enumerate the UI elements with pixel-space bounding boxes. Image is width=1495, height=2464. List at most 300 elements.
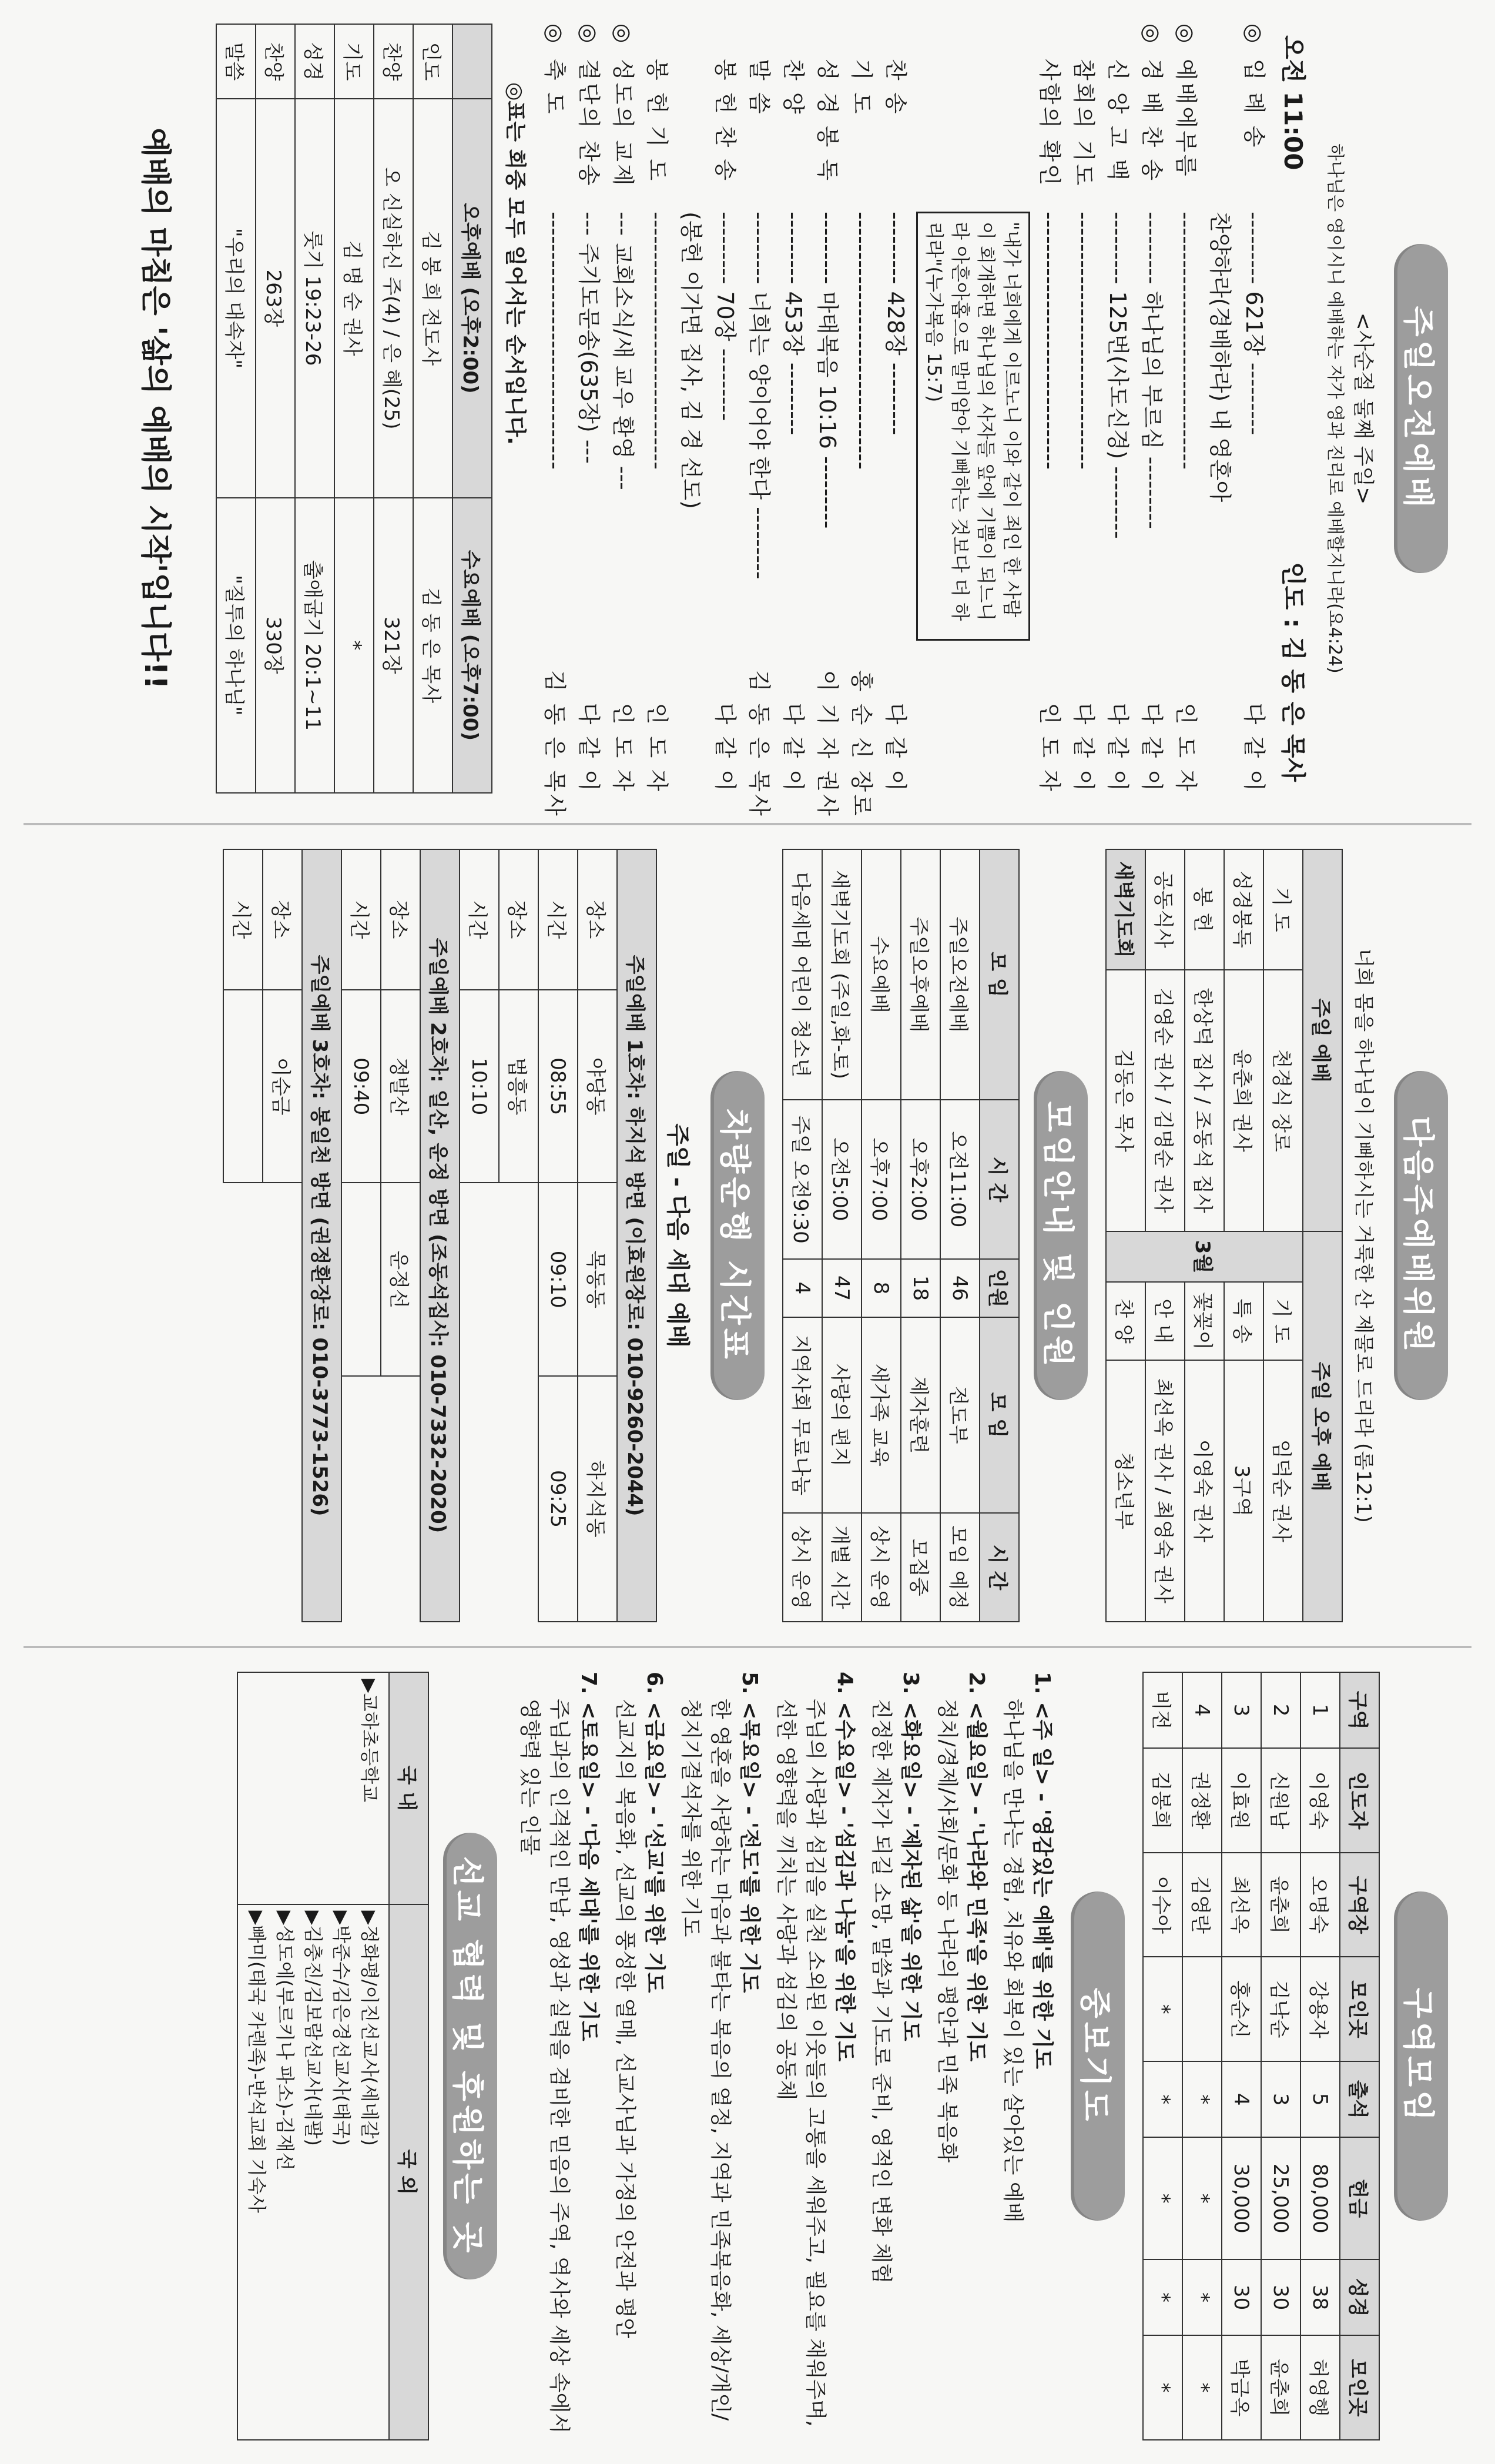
- prayer-item: [866, 1672, 925, 2440]
- table-cell: 10:10: [460, 990, 499, 1183]
- service-item-detail: --------- 453장 ---------: [780, 212, 806, 436]
- standing-mark: ◎: [1241, 24, 1267, 43]
- service-item-label: 찬 양: [780, 59, 806, 116]
- table-cell: 1: [1300, 1672, 1340, 1748]
- info-column: [24, 823, 1471, 1646]
- table-cell: 윤춘희: [1261, 2335, 1300, 2440]
- table-row: [381, 849, 420, 1622]
- meetings-title: 모임안내 및 인원: [1034, 1071, 1088, 1400]
- table-cell: *: [1182, 2061, 1222, 2137]
- service-item-detail: --------- 하나님의 부르심 ---------: [1139, 212, 1165, 530]
- table-cell: 2: [1261, 1672, 1300, 1748]
- service-item-label: 신 앙 고 백: [1105, 59, 1131, 183]
- table-cell: 김영순 권사 / 김명순 권사: [1145, 970, 1185, 1231]
- service-item-detail: --------------------------------: [849, 212, 874, 470]
- table-cell: 09:10: [538, 1183, 578, 1375]
- table-cell: 강용자: [1300, 1957, 1340, 2061]
- table-cell: *: [1143, 2259, 1182, 2335]
- table-cell: 지역사회 무료나눔: [783, 1317, 822, 1513]
- service-item-detail: 찬양하라(경배하라) 내 영혼아: [1207, 212, 1233, 503]
- table-cell: 제자훈련: [901, 1317, 940, 1513]
- table-cell: 법흥동: [499, 990, 538, 1183]
- table-cell: 오 신실하신 주(4) / 은 혜(25): [374, 99, 413, 498]
- mission-item: ▶김충진/김보람선교사(네팔): [302, 1910, 324, 2146]
- table-row: [901, 849, 940, 1622]
- table-cell: 8: [862, 1259, 901, 1317]
- column-header: 시 간: [980, 1513, 1019, 1622]
- table-row: [295, 24, 334, 793]
- table-cell: "질투의 하나님": [216, 498, 256, 793]
- column-header: 수요예배 (오후7:00): [452, 498, 492, 793]
- service-item-detail: --------- 621장 ---------: [1241, 212, 1267, 436]
- table-cell: 야당동: [578, 990, 617, 1183]
- table-cell: 주일오후예배: [901, 849, 940, 1100]
- service-item: [879, 24, 913, 794]
- table-cell: 장소: [499, 849, 538, 990]
- service-item-label: 말 씀: [746, 59, 772, 116]
- mission-item: ▶성도에(부르키나 파소)-김재선: [274, 1910, 296, 2171]
- service-item-person: 다 같 이: [1105, 702, 1131, 794]
- morning-service-column: [24, 0, 1471, 817]
- standing-mark: ◎: [1173, 24, 1199, 43]
- mission-item: ▶박준수/김은경선교사(태국): [330, 1910, 353, 2146]
- scripture-box: "내가 너희에게 이르노니 이와 같이 죄인 한 사람이 회개하면 하나님의 사자들 앞에 기쁨이 되느니라 아흔아홉으로 말미암아 기뻐하는 것보다 더 하리라"(누가복음 15:7): [916, 212, 1030, 641]
- prayer-detail: 하나님을 만나는 경험, 치유와 회복이 있는 살아있는 예배: [1001, 1699, 1025, 2223]
- service-item: [572, 24, 606, 794]
- table-cell: [223, 990, 263, 1183]
- table-row: [499, 849, 538, 1622]
- ministry-column: [24, 1646, 1471, 2464]
- table-cell: 3: [1261, 2061, 1300, 2137]
- table-cell: 천경식 장로: [1263, 970, 1303, 1231]
- service-item-detail: --------------------------------: [1037, 212, 1062, 470]
- table-cell: 263장: [256, 99, 295, 498]
- service-item-label: 찬 송: [883, 59, 909, 116]
- table-cell: 김 명 순 권사: [334, 99, 374, 498]
- prayer-heading: 1. <주 일> - '영감있는 예배'를 위한 기도: [1030, 1672, 1054, 2069]
- table-cell: 주일 오전9:30: [783, 1100, 822, 1259]
- service-item-person: 이 기 자 권사: [814, 670, 840, 818]
- table-cell: 안 내: [1145, 1282, 1185, 1360]
- table-cell: 임덕순 권사: [1263, 1360, 1303, 1622]
- table-cell: 김 봉 희 전도사: [413, 99, 452, 498]
- prayer-item: [610, 1672, 669, 2440]
- table-cell: 30: [1261, 2259, 1300, 2335]
- service-item-detail: --------- 70장 ---------: [712, 212, 738, 421]
- table-cell: 비전: [1143, 1672, 1182, 1748]
- table-cell: *: [1182, 2259, 1222, 2335]
- table-cell: 신원남: [1261, 1748, 1300, 1853]
- prayer-detail: 한 영혼을 사랑하는 마음과 불타는 복음의 열정, 지역과 민족복음화, 세상/개인/청지기결석자를 위한 기도: [679, 1699, 732, 2421]
- table-cell: 3구역: [1224, 1360, 1263, 1622]
- prayer-heading: 6. <금요일> - '선교'를 위한 기도: [642, 1672, 666, 1993]
- prayer-item: [932, 1672, 991, 2440]
- table-cell: 사랑의 편지: [822, 1317, 862, 1513]
- service-item: [674, 24, 708, 794]
- morning-service-title: 주일오전예배: [1394, 244, 1448, 573]
- table-cell: 정발산: [381, 990, 420, 1183]
- table-cell: 최선옥 권사 / 최영숙 권사: [1145, 1360, 1185, 1622]
- mission-foreign-list: [237, 1904, 389, 2440]
- table-cell: 3: [1222, 1672, 1261, 1748]
- table-row: [1143, 1672, 1182, 2440]
- table-cell: 시간: [341, 849, 381, 990]
- bus2-title: 주일예배 2호차: 일산, 운정 방면 (조동석집사: 010-7332-2020): [420, 849, 460, 1622]
- table-cell: 다음세대 어린이 청소년: [783, 849, 822, 1100]
- service-item: [1101, 24, 1135, 794]
- table-row: [578, 849, 617, 1622]
- service-item: [1237, 24, 1271, 794]
- service-item-detail: --------------------------------: [644, 212, 670, 470]
- bus-title: 차량운행 시간표: [710, 1071, 765, 1400]
- table-cell: 09:25: [538, 1376, 578, 1622]
- next-week-afternoon-head: 주일 오후 예배: [1303, 1231, 1342, 1622]
- table-cell: 최선옥: [1222, 1853, 1261, 1957]
- table-cell: 08:55: [538, 990, 578, 1183]
- standing-mark: ◎: [1139, 24, 1165, 43]
- table-cell: 룻기 19:23-26: [295, 99, 334, 498]
- service-item: [606, 24, 640, 794]
- service-item: [1033, 24, 1067, 794]
- table-cell: 한상덕 집사 / 조동석 집사: [1185, 970, 1224, 1231]
- table-cell: 시간: [538, 849, 578, 990]
- table-row: [1300, 1672, 1340, 2440]
- table-cell: 인도: [413, 24, 452, 99]
- service-item-label: 참회의 기도: [1071, 59, 1097, 188]
- prayer-heading: 7. <토요일> - '다음 세대'를 위한 기도: [576, 1672, 601, 2041]
- table-cell: [1182, 1957, 1222, 2061]
- service-item-person: 홍 순 신 장로: [849, 670, 874, 818]
- table-row: [862, 849, 901, 1622]
- table-cell: 홍순신: [1222, 1957, 1261, 2061]
- service-time: 오전 11:00: [1279, 35, 1308, 170]
- service-item-person: 다 같 이: [1241, 702, 1267, 794]
- table-cell: 출애굽기 20:1~11: [295, 498, 334, 793]
- table-row: [334, 24, 374, 793]
- table-cell: 모집중: [901, 1513, 940, 1622]
- table-cell: 오후7:00: [862, 1100, 901, 1259]
- table-cell: 김봉희: [1143, 1748, 1182, 1853]
- table-cell: 18: [901, 1259, 940, 1317]
- service-item-label: 축 도: [542, 59, 568, 116]
- column-header: 성경: [1340, 2259, 1379, 2335]
- table-cell: 장소: [263, 849, 302, 990]
- column-header: 모 임: [980, 849, 1019, 1100]
- service-item-label: 봉 헌 기 도: [644, 59, 670, 183]
- service-item: [844, 24, 879, 818]
- column-header: [452, 24, 492, 99]
- table-cell: 47: [822, 1259, 862, 1317]
- table-row: [223, 849, 263, 1622]
- table-cell: 30: [1222, 2259, 1261, 2335]
- service-item-person: 인 도 자: [1173, 702, 1199, 794]
- service-item-detail: --------- 마태복음 10:16 ---------: [814, 212, 840, 529]
- column-header: 인도자: [1340, 1748, 1379, 1853]
- column-header: 모 임: [980, 1317, 1019, 1513]
- table-cell: *: [1182, 2335, 1222, 2440]
- column-header: 구역장: [1340, 1853, 1379, 1957]
- table-cell: 321장: [374, 498, 413, 793]
- table-row: [341, 849, 381, 1622]
- table-row: [1261, 1672, 1300, 2440]
- prayer-heading: 4. <수요일> - '섬김과 나눔'을 위한 기도: [833, 1672, 857, 2062]
- mission-foreign-head: 국 외: [389, 1904, 428, 2440]
- table-cell: 성경봉독: [1224, 849, 1263, 970]
- table-cell: 하지석동: [578, 1376, 617, 1622]
- district-table: [1142, 1672, 1380, 2440]
- table-cell: 청소년부: [1106, 1360, 1145, 1622]
- prayer-detail: 주님의 사랑과 섬김을 실천 소외된 이웃들의 고통을 세워주고, 필요를 채워주며, 선한 영향력을 끼치는 사랑과 섬김의 공동체: [774, 1699, 827, 2427]
- prayer-item: [998, 1672, 1057, 2440]
- table-cell: 기 도: [1263, 849, 1303, 970]
- bus3-title: 주일예배 3호차: 봉일천 방면 (권정환장로: 010-3773-1526): [302, 849, 341, 1622]
- table-cell: 새가족 교육: [862, 1317, 901, 1513]
- column-header: 헌금: [1340, 2137, 1379, 2259]
- standing-mark: ◎: [610, 24, 636, 43]
- table-row: [538, 849, 578, 1622]
- next-week-verse: 너희 몸을 하나님이 기뻐하시는 거룩한 산 제물로 드리라 (롬12:1): [1352, 948, 1375, 1523]
- table-cell: 장소: [578, 849, 617, 990]
- service-item-label: 결단의 찬송: [576, 59, 602, 188]
- table-row: [940, 849, 980, 1622]
- mission-title: 선교 협력 및 후원하는 곳: [443, 1833, 497, 2279]
- column-header: 시 간: [980, 1100, 1019, 1259]
- table-cell: 목동동: [578, 1183, 617, 1375]
- service-item-label: 경 배 찬 송: [1139, 59, 1165, 183]
- bus-subtitle: 주일 - 다음 세대 예배: [664, 1123, 691, 1348]
- afternoon-wednesday-table: [216, 24, 492, 794]
- table-cell: 09:40: [341, 990, 381, 1183]
- service-item-person: 인 도 자: [1037, 702, 1062, 794]
- table-row: [1222, 1672, 1261, 2440]
- table-cell: 38: [1300, 2259, 1340, 2335]
- service-item: [810, 24, 844, 818]
- table-row: [783, 849, 822, 1622]
- prayer-heading: 3. <화요일> - '제자된 삶'을 위한 기도: [899, 1672, 923, 2041]
- service-item-person: 김 동 은 목사: [746, 670, 772, 818]
- column-header: 구역: [1340, 1672, 1379, 1748]
- column-header: 모인곳: [1340, 2335, 1379, 2440]
- service-item-detail: --- 주기도문송(635장) ---: [576, 212, 602, 464]
- service-item: [708, 24, 742, 794]
- table-cell: 시간: [460, 849, 499, 990]
- table-cell: 김동은 목사: [1106, 970, 1145, 1231]
- service-item-detail: --- 교회소식/새 교우 환영 ---: [610, 212, 636, 490]
- table-cell: 330장: [256, 498, 295, 793]
- table-cell: [341, 1183, 381, 1375]
- table-cell: 4: [783, 1259, 822, 1317]
- district-title: 구역모임: [1394, 1891, 1448, 2221]
- table-cell: 오명숙: [1300, 1853, 1340, 1957]
- table-cell: 특 송: [1224, 1282, 1263, 1360]
- table-cell: 장소: [381, 849, 420, 990]
- table-cell: *: [1143, 1957, 1182, 2061]
- service-item-person: 다 같 이: [576, 702, 602, 794]
- prayer-item: [771, 1672, 859, 2440]
- bus1-title: 주일예배 1호차: 하지석 방면 (이효원장로: 010-9260-2044): [617, 849, 656, 1622]
- service-item-label: 사함의 확인: [1037, 59, 1062, 188]
- service-item-person: 다 같 이: [712, 702, 738, 794]
- table-cell: *: [1143, 2335, 1182, 2440]
- column-header: 인원: [980, 1259, 1019, 1317]
- table-cell: 성경: [295, 24, 334, 99]
- table-row: [263, 849, 302, 1622]
- service-series: <사순절 둘째 주일>: [1351, 312, 1375, 505]
- table-cell: 이수아: [1143, 1853, 1182, 1957]
- prayer-title: 중보기도: [1071, 1891, 1125, 2221]
- table-row: [1182, 1672, 1222, 2440]
- table-cell: 수요예배: [862, 849, 901, 1100]
- service-item-detail: --------------------------------: [1173, 212, 1199, 470]
- prayer-item: [515, 1672, 603, 2440]
- table-cell: 공동식사: [1145, 849, 1185, 970]
- table-cell: 이순금: [263, 990, 302, 1183]
- service-item-label: 성도의 교제: [610, 59, 636, 188]
- table-cell: 허영행: [1300, 2335, 1340, 2440]
- table-cell: 봉 헌: [1185, 849, 1224, 970]
- table-cell: 시간: [223, 849, 263, 990]
- table-cell: 이영숙: [1300, 1748, 1340, 1853]
- table-cell: 윤춘희 권사: [1224, 970, 1263, 1231]
- table-cell: 오전5:00: [822, 1100, 862, 1259]
- table-cell: 김영란: [1182, 1853, 1222, 1957]
- prayer-item: [676, 1672, 764, 2440]
- table-cell: 4: [1222, 2061, 1261, 2137]
- table-cell: 꽃꽂이: [1185, 1282, 1224, 1360]
- table-cell: 46: [940, 1259, 980, 1317]
- table-cell: 25,000: [1261, 2137, 1300, 2259]
- table-cell: 개별 시간: [822, 1513, 862, 1622]
- prayer-detail: 주님과의 인격적인 만남, 영성과 실력을 겸비한 믿음의 주역, 역사와 세상 속에서 영향력 있는 인물: [518, 1699, 571, 2434]
- table-cell: 기 도: [1263, 1282, 1303, 1360]
- service-item-person: 다 같 이: [883, 702, 909, 794]
- table-cell: 이영숙 권사: [1185, 1360, 1224, 1622]
- table-cell: *: [1143, 2061, 1182, 2137]
- meetings-table: [782, 849, 1020, 1622]
- prayer-list: [515, 1672, 1057, 2440]
- table-cell: 5: [1300, 2061, 1340, 2137]
- mission-domestic-list: [237, 1672, 389, 1904]
- service-item-label: 성 경 봉 독: [814, 59, 840, 183]
- service-item-detail: --------- 428장 ---------: [883, 212, 909, 436]
- order-of-service-part1: [1033, 24, 1271, 794]
- column-header: 출석: [1340, 2061, 1379, 2137]
- prayer-detail: 선교지의 복음화, 선교의 풍성한 열매, 선교사님과 가정의 안전과 평안: [613, 1699, 637, 2339]
- service-item: [1067, 24, 1101, 794]
- table-row: [374, 24, 413, 793]
- month-cell: 3월: [1106, 1231, 1303, 1282]
- table-row: [460, 849, 499, 1622]
- table-cell: 운정선: [381, 1183, 420, 1375]
- service-item-label: 봉 헌 찬 송: [712, 59, 738, 183]
- table-cell: 새벽기도회 (주일,화-토): [822, 849, 862, 1100]
- table-row: [256, 24, 295, 793]
- mission-item: ▶빠미(태국 카렌족)-반석교회 기숙사: [246, 1910, 268, 2213]
- table-cell: 전도부: [940, 1317, 980, 1513]
- table-row: [216, 24, 256, 793]
- service-item-person: 김 동 은 목사: [542, 670, 568, 818]
- table-cell: "우리의 대속자": [216, 99, 256, 498]
- standing-note: ◎표는 회중 모두 일어서는 순서입니다.: [503, 82, 527, 445]
- service-item: [538, 24, 572, 818]
- standing-mark: ◎: [576, 24, 602, 43]
- table-cell: 윤춘희: [1261, 1853, 1300, 1957]
- table-cell: 말씀: [216, 24, 256, 99]
- mission-item: ▶정화평/이진선교사(세네갈): [358, 1910, 381, 2146]
- table-cell: 30,000: [1222, 2137, 1261, 2259]
- order-of-service-part2: [538, 24, 913, 818]
- table-cell: 권정환: [1182, 1748, 1222, 1853]
- prayer-detail: 진정한 제자가 되길 소망, 말씀과 기도로 준비, 영적인 변화 체험: [869, 1699, 893, 2284]
- table-cell: 기도: [334, 24, 374, 99]
- service-item: [640, 24, 674, 794]
- prayer-heading: 5. <목요일> - '전도'를 위한 기도: [738, 1672, 762, 1993]
- next-week-title: 다음주예배위원: [1394, 1071, 1448, 1400]
- service-item: [1169, 24, 1203, 794]
- prayer-heading: 2. <월요일> - '나라와 민족'을 위한 기도: [964, 1672, 988, 2062]
- service-item-detail: --------- 125번(사도신경) ---------: [1105, 212, 1131, 539]
- table-cell: 오전11:00: [940, 1100, 980, 1259]
- table-cell: 새벽기도회: [1106, 849, 1145, 970]
- prayer-detail: 정치/경제/사회/문화 등 나라의 평안과 민족 복음화: [935, 1699, 959, 2163]
- service-item-person: 다 같 이: [1071, 702, 1097, 794]
- mission-item: ▶교하초등학교: [358, 1679, 381, 1803]
- table-cell: 80,000: [1300, 2137, 1340, 2259]
- table-cell: *: [1182, 2137, 1222, 2259]
- table-cell: 모임 예정: [940, 1513, 980, 1622]
- table-cell: 주일오전예배: [940, 849, 980, 1100]
- column-header: 오후예배 (오후2:00): [452, 99, 492, 498]
- table-cell: 오후2:00: [901, 1100, 940, 1259]
- table-cell: 이효원: [1222, 1748, 1261, 1853]
- next-week-morning-head: 주일 예배: [1303, 849, 1342, 1231]
- table-cell: *: [334, 498, 374, 793]
- table-cell: 상시 운영: [862, 1513, 901, 1622]
- table-cell: 찬양: [256, 24, 295, 99]
- bus-table: [223, 849, 657, 1622]
- table-cell: *: [1143, 2137, 1182, 2259]
- service-item-label: 기 도: [849, 59, 874, 116]
- service-item-label: 예배에부름: [1173, 59, 1199, 179]
- table-cell: 박금옥: [1222, 2335, 1261, 2440]
- service-motto: 하나님은 영이시니 예배하는 자가 영과 진리로 예배할지니라(요4:24): [1325, 143, 1345, 674]
- table-cell: 찬양: [374, 24, 413, 99]
- service-item-detail: --------- 너희는 양이어야 한다 ---------: [746, 212, 772, 580]
- mission-domestic-head: 국 내: [389, 1672, 428, 1904]
- service-item-detail: (봉헌 이가면 집사, 김 경 선도): [678, 212, 704, 509]
- next-week-table: [1105, 849, 1343, 1622]
- standing-mark: ◎: [542, 24, 568, 43]
- table-cell: 김 동 은 목사: [413, 498, 452, 793]
- service-item: [742, 24, 776, 818]
- service-item-person: 인 도 자: [610, 702, 636, 794]
- service-item-detail: --------------------------------: [1071, 212, 1097, 470]
- closing-message: 예배의 마침은 '삶의 예배의 시작'입니다!!: [138, 128, 173, 689]
- table-row: [1263, 849, 1303, 1622]
- table-cell: 찬 양: [1106, 1282, 1145, 1360]
- table-row: [822, 849, 862, 1622]
- service-item-detail: --------------------------------: [542, 212, 568, 470]
- service-item-label: 입 례 송: [1241, 59, 1267, 150]
- service-item: [776, 24, 810, 794]
- table-cell: 김낙순: [1261, 1957, 1300, 2061]
- table-row: [413, 24, 452, 793]
- mission-table: [237, 1672, 429, 2440]
- column-header: 모인곳: [1340, 1957, 1379, 2061]
- service-item-person: 다 같 이: [780, 702, 806, 794]
- service-item: [1135, 24, 1169, 794]
- service-leader: 인도 : 김 동 은 목사: [1279, 562, 1308, 782]
